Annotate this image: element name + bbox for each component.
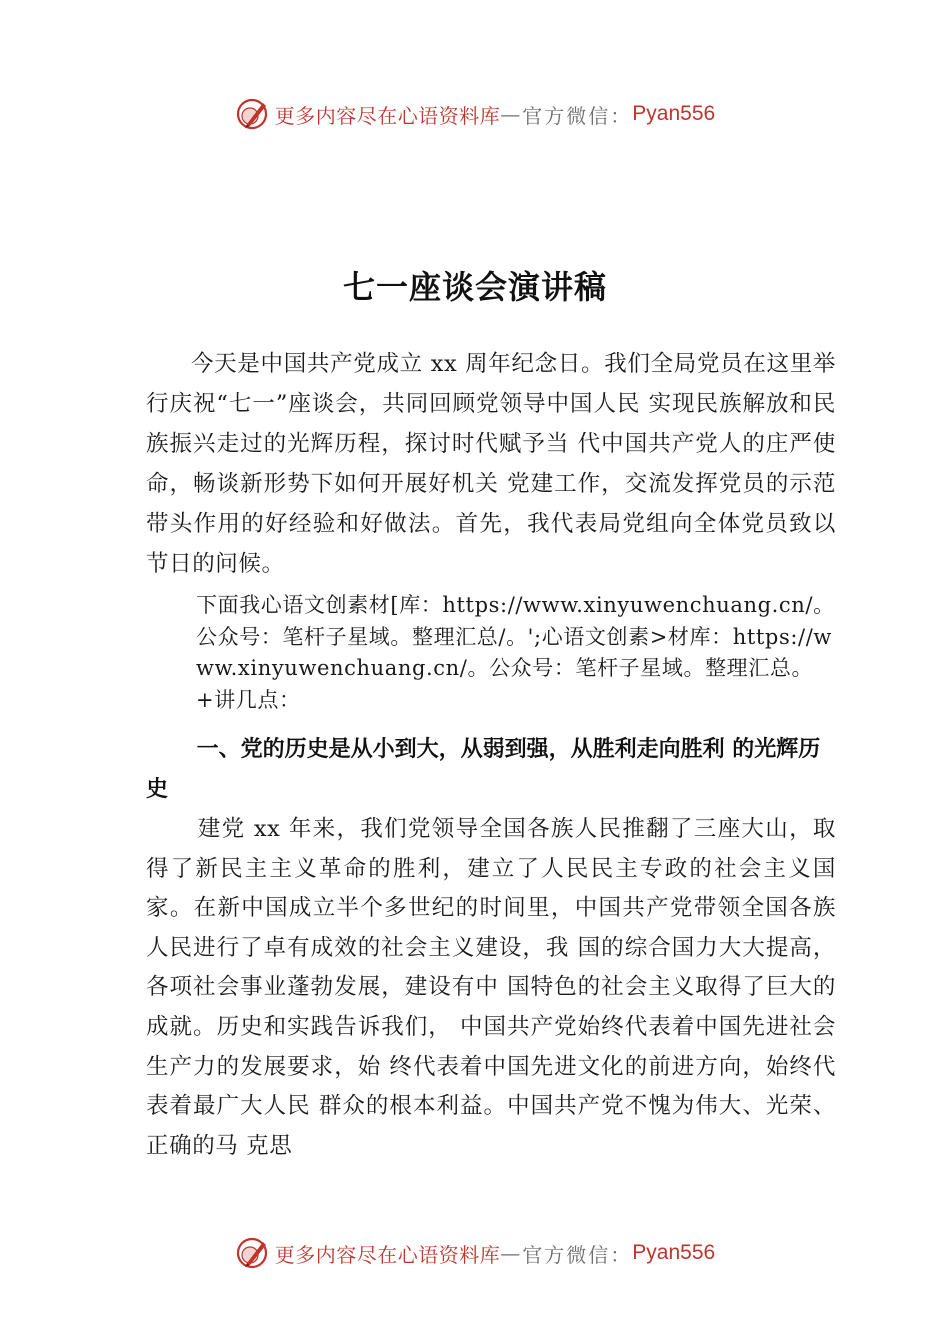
banner-wechat-id: Pyan556: [632, 1241, 716, 1264]
banner-dash: —: [500, 102, 523, 126]
section-1-heading: 一、党的历史是从小到大，从弱到强，从胜利走向胜利 的光辉历史: [146, 737, 821, 802]
banner-brand-text: 更多内容尽在心语资料库: [274, 103, 501, 128]
banner-wechat-id: Pyan556: [632, 102, 716, 125]
banner-wechat-label: 官方微信：: [522, 1242, 633, 1267]
transition-paragraph: 下面我心语文创素材[库：https://www.xinyuwenchuang.cn/。公众号：笔杆子星域。整理汇总/。';心语文创素>材库：https://www.xinyuwenchuang.cn/。公众号：笔杆子星域。整理汇总。+讲几点：: [196, 593, 835, 712]
document-title: 七一座谈会演讲稿: [342, 268, 607, 306]
section-1-paragraph: 建党 xx 年来，我们党领导全国各族人民推翻了三座大山，取得了新民主主义革命的胜利，建立了人民民主专政的社会主义国家。在新中国成立半个多世纪的时间里，中国共产党带领全国各族人民进行了卓有成效的社会主义建设，我 国的综合国力大大提高，各项社会事业蓬勃发展，建设有中 国特色的社会主义取得了巨大的成就。历史和实践告诉我们， 中国共产党始终代表着中国先进社会生产力的发展要求，始 终代表着中国先进文化的前进方向，始终代表着最广大人民 群众的根本利益。中国共产党不愧为伟大、光荣、正确的马 克思: [146, 816, 836, 1159]
banner-wechat-label: 官方微信：: [522, 103, 633, 128]
banner-dash: —: [500, 1241, 523, 1265]
document-body: [146, 344, 836, 1166]
pen-logo-icon: [235, 97, 269, 131]
header-banner: [0, 92, 950, 136]
banner-brand-text: 更多内容尽在心语资料库: [274, 1242, 501, 1267]
intro-paragraph: 今天是中国共产党成立 xx 周年纪念日。我们全局党员在这里举行庆祝“七一”座谈会，共同回顾党领导中国人民 实现民族解放和民族振兴走过的光辉历程，探讨时代赋予当 代中国共产党人的庄严使命，畅谈新形势下如何开展好机关 党建工作，交流发挥党员的示范带头作用的好经验和好做法。首先，我代表局党组向全体党员致以节日的问候。: [146, 351, 836, 577]
footer-banner: [0, 1231, 950, 1275]
pen-logo-icon: [235, 1236, 269, 1270]
